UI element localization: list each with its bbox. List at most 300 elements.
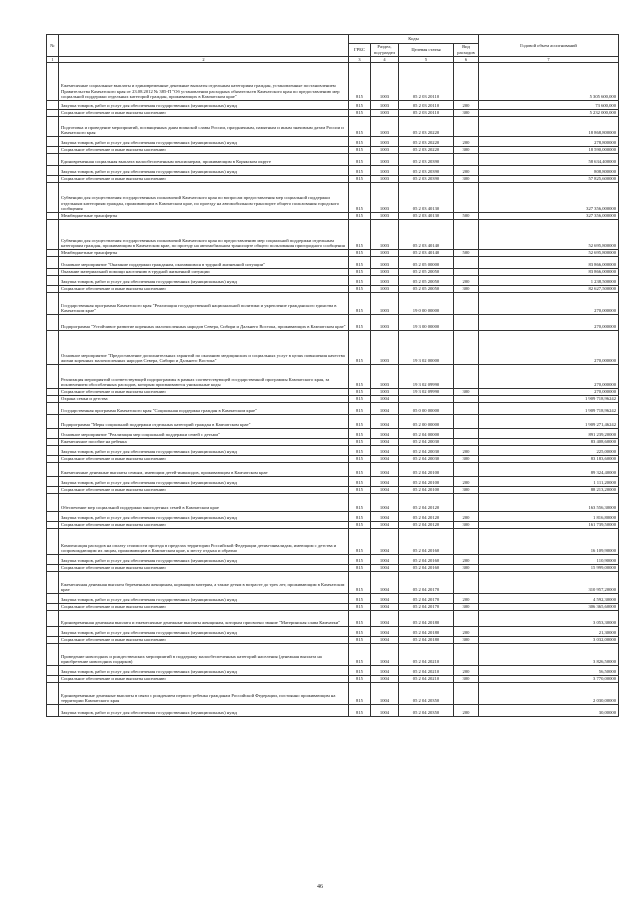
row-index-cell [47,529,59,555]
table-row [47,220,619,250]
row-index-cell [47,117,59,137]
table-row [47,250,619,257]
row-name-cell: Единовременная социальная выплата малообеспеченным пенсионерам, проживающим в Корякском округе [59,154,349,166]
row-sum-cell: 83 866,000000 [479,269,619,276]
row-sum-cell: 1 909 718,96242 [479,396,619,403]
row-grbs-cell: 815 [349,572,371,594]
row-sum-cell: 1 238,500000 [479,276,619,286]
row-name-cell: Субвенции для осуществления государственных полномочий Камчатского края по вопросам предоставления мер социальной поддержки отдельным категориям граждан, проживающим в Камчатском крае, по проезду на автомобильном транспорте общего пользования городского сообщения [59,183,349,213]
row-grbs-cell: 815 [349,137,371,147]
row-index-cell [47,396,59,403]
row-sum-cell: 270,000000 [479,365,619,389]
row-section-cell: 1004 [371,429,399,439]
row-kind-cell: 200 [454,137,479,147]
row-index-cell [47,331,59,365]
table-row [47,137,619,147]
row-name-cell: Социальное обеспечение и иные выплаты населению [59,456,349,463]
row-name-cell: Социальное обеспечение и иные выплаты населению [59,286,349,293]
row-kind-cell [454,403,479,415]
row-sum-cell: 1 909 271,46242 [479,415,619,429]
row-target-cell: 05 2 04 20210 [399,676,454,683]
row-name-cell: Основное мероприятие "Реализация мер социальной поддержки семей с детьми" [59,429,349,439]
row-target-cell: 19 0 00 00000 [399,293,454,315]
table-row [47,403,619,415]
row-name-cell: Государственная программа Камчатского края "Социальная поддержка граждан в Камчатском крае" [59,403,349,415]
table-row [47,705,619,717]
row-index-cell [47,494,59,512]
row-sum-cell: 2 030,00000 [479,683,619,705]
row-index-cell [47,477,59,487]
row-index-cell [47,176,59,183]
row-section-cell: 1003 [371,389,399,396]
row-sum-cell: 83 183,60000 [479,456,619,463]
row-target-cell: 05 2 03 40140 [399,250,454,257]
row-target-cell: 05 2 05 20050 [399,276,454,286]
table-row [47,429,619,439]
table-row [47,117,619,137]
row-sum-cell: 270,000000 [479,389,619,396]
row-name-cell: Закупка товаров, работ и услуг для обеспечения государственных (муниципальных) нужд [59,477,349,487]
row-index-cell [47,101,59,110]
row-section-cell: 1003 [371,293,399,315]
row-grbs-cell: 815 [349,166,371,176]
row-index-cell [47,269,59,276]
row-kind-cell [454,429,479,439]
row-sum-cell: 83 866,000000 [479,257,619,269]
row-grbs-cell: 815 [349,529,371,555]
row-index-cell [47,611,59,627]
row-sum-cell: 82 627,500000 [479,286,619,293]
row-name-cell: Межбюджетные трансферты [59,213,349,220]
row-index-cell [47,487,59,494]
row-index-cell [47,250,59,257]
row-grbs-cell: 815 [349,705,371,717]
row-target-cell: 05 2 03 20220 [399,117,454,137]
row-section-cell: 1004 [371,396,399,403]
row-name-cell: Субвенции для осуществления государственных полномочий Камчатского края по предоставлению мер социальной поддержки отдельным категориям граждан, проживающим в Камчатском крае, по проезду на автомобильном транспорте общего пользования пригородного сообщения [59,220,349,250]
row-sum-cell: 73 600,000 [479,101,619,110]
row-grbs-cell: 815 [349,487,371,494]
row-target-cell: 05 2 04 20120 [399,522,454,529]
row-section-cell: 1004 [371,594,399,604]
row-target-cell: 05 2 04 20180 [399,627,454,637]
table-row [47,389,619,396]
row-name-cell: Единовременные денежные выплаты в связи с рождением первого ребенка гражданам Российской Федерации, постоянно проживающим на территории Камчатского края [59,683,349,705]
row-name-cell: Социальное обеспечение и иные выплаты населению [59,565,349,572]
table-row [47,683,619,705]
row-target-cell: 05 2 04 20350 [399,705,454,717]
row-kind-cell: 200 [454,101,479,110]
row-index-cell [47,110,59,117]
row-index-cell [47,594,59,604]
row-index-cell [47,63,59,101]
row-kind-cell: 300 [454,522,479,529]
row-target-cell: 05 2 03 20390 [399,154,454,166]
row-name-cell: Социальное обеспечение и иные выплаты населению [59,487,349,494]
row-index-cell [47,220,59,250]
table-row [47,666,619,676]
table-row [47,446,619,456]
row-target-cell: 05 2 03 40130 [399,183,454,213]
row-name-cell: Социальное обеспечение и иные выплаты населению [59,522,349,529]
row-name-cell: Закупка товаров, работ и услуг для обеспечения государственных (муниципальных) нужд [59,276,349,286]
row-section-cell: 1003 [371,183,399,213]
row-section-cell: 1004 [371,512,399,522]
row-kind-cell: 500 [454,250,479,257]
row-name-cell: Социальное обеспечение и иные выплаты населению [59,637,349,644]
row-kind-cell: 200 [454,666,479,676]
row-index-cell [47,147,59,154]
table-row [47,594,619,604]
table-row [47,644,619,666]
table-row [47,147,619,154]
row-sum-cell: 1 816,80000 [479,512,619,522]
row-name-cell: Закупка товаров, работ и услуг для обеспечения государственных (муниципальных) нужд [59,101,349,110]
row-kind-cell [454,154,479,166]
row-target-cell: 19 3 02 09990 [399,389,454,396]
row-sum-cell: 88 213,20000 [479,487,619,494]
row-target-cell: 05 2 05 00000 [399,257,454,269]
row-sum-cell: 18 590,000000 [479,147,619,154]
row-grbs-cell: 815 [349,415,371,429]
row-grbs-cell: 815 [349,637,371,644]
row-index-cell [47,456,59,463]
row-sum-cell: 16 109,90000 [479,529,619,555]
row-sum-cell: 5 232 000,000 [479,110,619,117]
row-section-cell: 1004 [371,487,399,494]
row-section-cell: 1004 [371,644,399,666]
row-grbs-cell: 815 [349,627,371,637]
header-name [59,35,349,57]
row-sum-cell: 5 305 600,000 [479,63,619,101]
row-name-cell: Охрана семьи и детства [59,396,349,403]
row-grbs-cell: 815 [349,611,371,627]
row-index-cell [47,257,59,269]
header-num: № [47,35,59,57]
row-grbs-cell: 815 [349,183,371,213]
table-row [47,166,619,176]
row-section-cell: 1003 [371,276,399,286]
row-section-cell: 1003 [371,315,399,331]
table-row [47,63,619,101]
row-grbs-cell: 815 [349,117,371,137]
row-kind-cell: 200 [454,594,479,604]
table-row [47,637,619,644]
row-sum-cell: 270,000000 [479,315,619,331]
row-sum-cell: 4 592,30000 [479,594,619,604]
row-target-cell: 05 2 04 20030 [399,439,454,446]
row-target-cell: 05 2 05 20050 [399,286,454,293]
row-name-cell: Социальное обеспечение и иные выплаты населению [59,676,349,683]
row-kind-cell: 300 [454,456,479,463]
row-section-cell: 1004 [371,637,399,644]
row-name-cell: Проведение новогодних и рождественских мероприятий в поддержку малообеспеченных категорий населения (денежная выплата на приобретение новогодних подарков) [59,644,349,666]
row-kind-cell [454,269,479,276]
row-target-cell: 05 2 03 20390 [399,166,454,176]
row-section-cell: 1003 [371,365,399,389]
row-grbs-cell: 815 [349,446,371,456]
row-name-cell: Государственная программа Камчатского края "Реализация государственной национальной политики и укрепление гражданского единства в Камчатском крае" [59,293,349,315]
row-index-cell [47,644,59,666]
row-section-cell: 1004 [371,555,399,565]
row-index-cell [47,286,59,293]
row-section-cell: 1004 [371,494,399,512]
row-kind-cell [454,183,479,213]
row-grbs-cell: 815 [349,257,371,269]
row-name-cell: Социальное обеспечение и иные выплаты населению [59,176,349,183]
row-index-cell [47,166,59,176]
row-name-cell: Закупка товаров, работ и услуг для обеспечения государственных (муниципальных) нужд [59,137,349,147]
table-row [47,494,619,512]
row-target-cell: 05 2 04 20160 [399,529,454,555]
row-kind-cell: 200 [454,555,479,565]
row-target-cell [399,396,454,403]
table-row [47,154,619,166]
row-grbs-cell: 815 [349,676,371,683]
row-sum-cell: 327 356,000000 [479,183,619,213]
row-kind-cell [454,529,479,555]
page-number: 46 [317,884,323,890]
row-kind-cell [454,365,479,389]
row-kind-cell [454,572,479,594]
row-sum-cell: 3 032,00000 [479,637,619,644]
table-row [47,604,619,611]
row-kind-cell [454,644,479,666]
row-name-cell: Закупка товаров, работ и услуг для обеспечения государственных (муниципальных) нужд [59,166,349,176]
row-kind-cell [454,331,479,365]
table-row [47,101,619,110]
row-sum-cell: 225,00000 [479,446,619,456]
row-target-cell: 05 2 00 00000 [399,415,454,429]
header-kind: Вид расходов [454,44,479,57]
row-grbs-cell: 815 [349,463,371,477]
row-index-cell [47,293,59,315]
table-row [47,110,619,117]
row-target-cell: 05 2 04 20100 [399,463,454,477]
row-target-cell: 05 2 04 20120 [399,494,454,512]
row-target-cell: 05 2 04 20350 [399,683,454,705]
row-grbs-cell: 815 [349,250,371,257]
row-index-cell [47,137,59,147]
row-sum-cell: 306 365,60000 [479,604,619,611]
row-name-cell: Социальное обеспечение и иные выплаты населению [59,110,349,117]
row-name-cell: Ежемесячная денежная выплата беременным женщинам, кормящим матерям, а также детям в возрасте до трех лет, проживающим в Камчатском крае [59,572,349,594]
row-section-cell: 1003 [371,110,399,117]
row-sum-cell: 56,50000 [479,666,619,676]
row-kind-cell: 200 [454,166,479,176]
row-grbs-cell: 815 [349,683,371,705]
row-name-cell: Закупка товаров, работ и услуг для обеспечения государственных (муниципальных) нужд [59,446,349,456]
row-kind-cell [454,117,479,137]
row-section-cell: 1004 [371,604,399,611]
row-sum-cell: 163 556,30000 [479,494,619,512]
row-section-cell: 1003 [371,137,399,147]
row-grbs-cell: 815 [349,315,371,331]
row-grbs-cell: 815 [349,293,371,315]
row-kind-cell: 300 [454,487,479,494]
row-index-cell [47,213,59,220]
row-sum-cell: 1 111,20000 [479,477,619,487]
row-index-cell [47,439,59,446]
table-row [47,676,619,683]
row-index-cell [47,705,59,717]
row-index-cell [47,463,59,477]
row-index-cell [47,604,59,611]
row-target-cell: 05 2 04 20030 [399,446,454,456]
row-index-cell [47,522,59,529]
row-grbs-cell: 815 [349,604,371,611]
row-kind-cell: 300 [454,565,479,572]
row-target-cell: 05 2 03 20220 [399,137,454,147]
row-target-cell: 19 3 00 00000 [399,315,454,331]
table-row [47,529,619,555]
budget-table-sheet [46,34,618,717]
row-index-cell [47,315,59,331]
row-section-cell: 1003 [371,331,399,365]
row-grbs-cell: 815 [349,403,371,415]
table-row [47,331,619,365]
row-name-cell: Межбюджетные трансферты [59,250,349,257]
row-grbs-cell: 815 [349,286,371,293]
row-grbs-cell: 815 [349,269,371,276]
row-section-cell: 1004 [371,572,399,594]
row-target-cell: 05 2 03 20220 [399,147,454,154]
row-target-cell: 05 2 03 20110 [399,63,454,101]
row-index-cell [47,565,59,572]
row-kind-cell: 300 [454,604,479,611]
row-index-cell [47,403,59,415]
row-name-cell: Ежемесячные денежные выплаты семьям, имеющим детей-инвалидов, проживающим в Камчатском крае [59,463,349,477]
row-kind-cell [454,611,479,627]
row-grbs-cell: 815 [349,456,371,463]
row-sum-cell: 110,90000 [479,555,619,565]
row-sum-cell: 15 999,00000 [479,565,619,572]
row-name-cell: Закупка товаров, работ и услуг для обеспечения государственных (муниципальных) нужд [59,627,349,637]
row-name-cell: Подпрограмма "Устойчивое развитие коренных малочисленных народов Севера, Сибири и Дальнего Востока, проживающих в Камчатском крае" [59,315,349,331]
row-name-cell: Основное мероприятие "Предоставление дополнительных гарантий по оказанию медицинских и социальных услуг в целях повышения качества жизни коренных малочисленных народов Севера, Сибири и Дальнего Востока" [59,331,349,365]
row-sum-cell: 1 909 718,96242 [479,403,619,415]
header-codes: Коды [349,35,479,44]
row-index-cell [47,276,59,286]
row-grbs-cell: 815 [349,396,371,403]
colnum: 5 [399,57,454,63]
row-grbs-cell: 815 [349,110,371,117]
row-target-cell: 05 2 03 40130 [399,213,454,220]
table-row [47,522,619,529]
colnum: 1 [47,57,59,63]
row-section-cell: 1003 [371,117,399,137]
row-sum-cell: 83 408,60000 [479,439,619,446]
row-sum-cell: 310 957,20000 [479,572,619,594]
row-sum-cell: 278,800000 [479,137,619,147]
table-row [47,365,619,389]
row-sum-cell: 161 739,50000 [479,522,619,529]
colnum: 3 [349,57,371,63]
row-sum-cell: 52 695,800000 [479,220,619,250]
row-index-cell [47,572,59,594]
row-section-cell: 1004 [371,676,399,683]
row-kind-cell: 300 [454,637,479,644]
row-index-cell [47,429,59,439]
row-grbs-cell: 815 [349,213,371,220]
table-row [47,213,619,220]
row-section-cell: 1004 [371,415,399,429]
row-kind-cell: 200 [454,276,479,286]
colnum: 7 [479,57,619,63]
row-section-cell: 1003 [371,101,399,110]
row-grbs-cell: 815 [349,176,371,183]
row-kind-cell: 300 [454,110,479,117]
row-index-cell [47,154,59,166]
row-target-cell: 05 2 03 20110 [399,101,454,110]
row-kind-cell: 200 [454,446,479,456]
table-row [47,463,619,477]
row-section-cell: 1003 [371,176,399,183]
row-kind-cell: 500 [454,213,479,220]
row-sum-cell: 3 053,30000 [479,611,619,627]
row-target-cell: 05 2 04 20210 [399,666,454,676]
row-grbs-cell: 815 [349,439,371,446]
row-target-cell: 05 2 04 20170 [399,604,454,611]
row-kind-cell [454,315,479,331]
row-grbs-cell: 815 [349,429,371,439]
row-section-cell: 1003 [371,250,399,257]
row-grbs-cell: 815 [349,63,371,101]
row-name-cell: Обеспечение мер социальной поддержки многодетных семей в Камчатском крае [59,494,349,512]
row-section-cell: 1003 [371,257,399,269]
row-index-cell [47,365,59,389]
row-index-cell [47,676,59,683]
row-grbs-cell: 815 [349,494,371,512]
row-sum-cell: 327 356,000000 [479,213,619,220]
row-name-cell: Закупка товаров, работ и услуг для обеспечения государственных (муниципальных) нужд [59,666,349,676]
row-grbs-cell: 815 [349,477,371,487]
row-grbs-cell: 815 [349,331,371,365]
row-kind-cell [454,293,479,315]
row-target-cell: 19 3 02 00000 [399,331,454,365]
row-grbs-cell: 815 [349,101,371,110]
table-row [47,555,619,565]
table-row [47,487,619,494]
row-grbs-cell: 815 [349,555,371,565]
colnum: 4 [371,57,399,63]
row-sum-cell: 3 770,00000 [479,676,619,683]
row-section-cell: 1003 [371,166,399,176]
table-row [47,276,619,286]
table-body [47,63,619,717]
row-index-cell [47,183,59,213]
row-grbs-cell: 815 [349,666,371,676]
row-sum-cell: 30,00000 [479,705,619,717]
row-section-cell: 1004 [371,439,399,446]
row-grbs-cell: 815 [349,565,371,572]
row-sum-cell: 3 826,50000 [479,644,619,666]
budget-table [46,34,619,717]
row-section-cell: 1003 [371,147,399,154]
row-target-cell: 05 2 04 20170 [399,594,454,604]
row-target-cell: 05 2 04 20120 [399,512,454,522]
row-target-cell: 05 2 04 20210 [399,644,454,666]
row-section-cell: 1004 [371,627,399,637]
row-grbs-cell: 815 [349,147,371,154]
row-target-cell: 05 2 04 20160 [399,565,454,572]
table-row [47,627,619,637]
row-grbs-cell: 815 [349,644,371,666]
row-grbs-cell: 815 [349,220,371,250]
row-section-cell: 1003 [371,213,399,220]
row-target-cell: 05 2 05 20050 [399,269,454,276]
table-row [47,512,619,522]
